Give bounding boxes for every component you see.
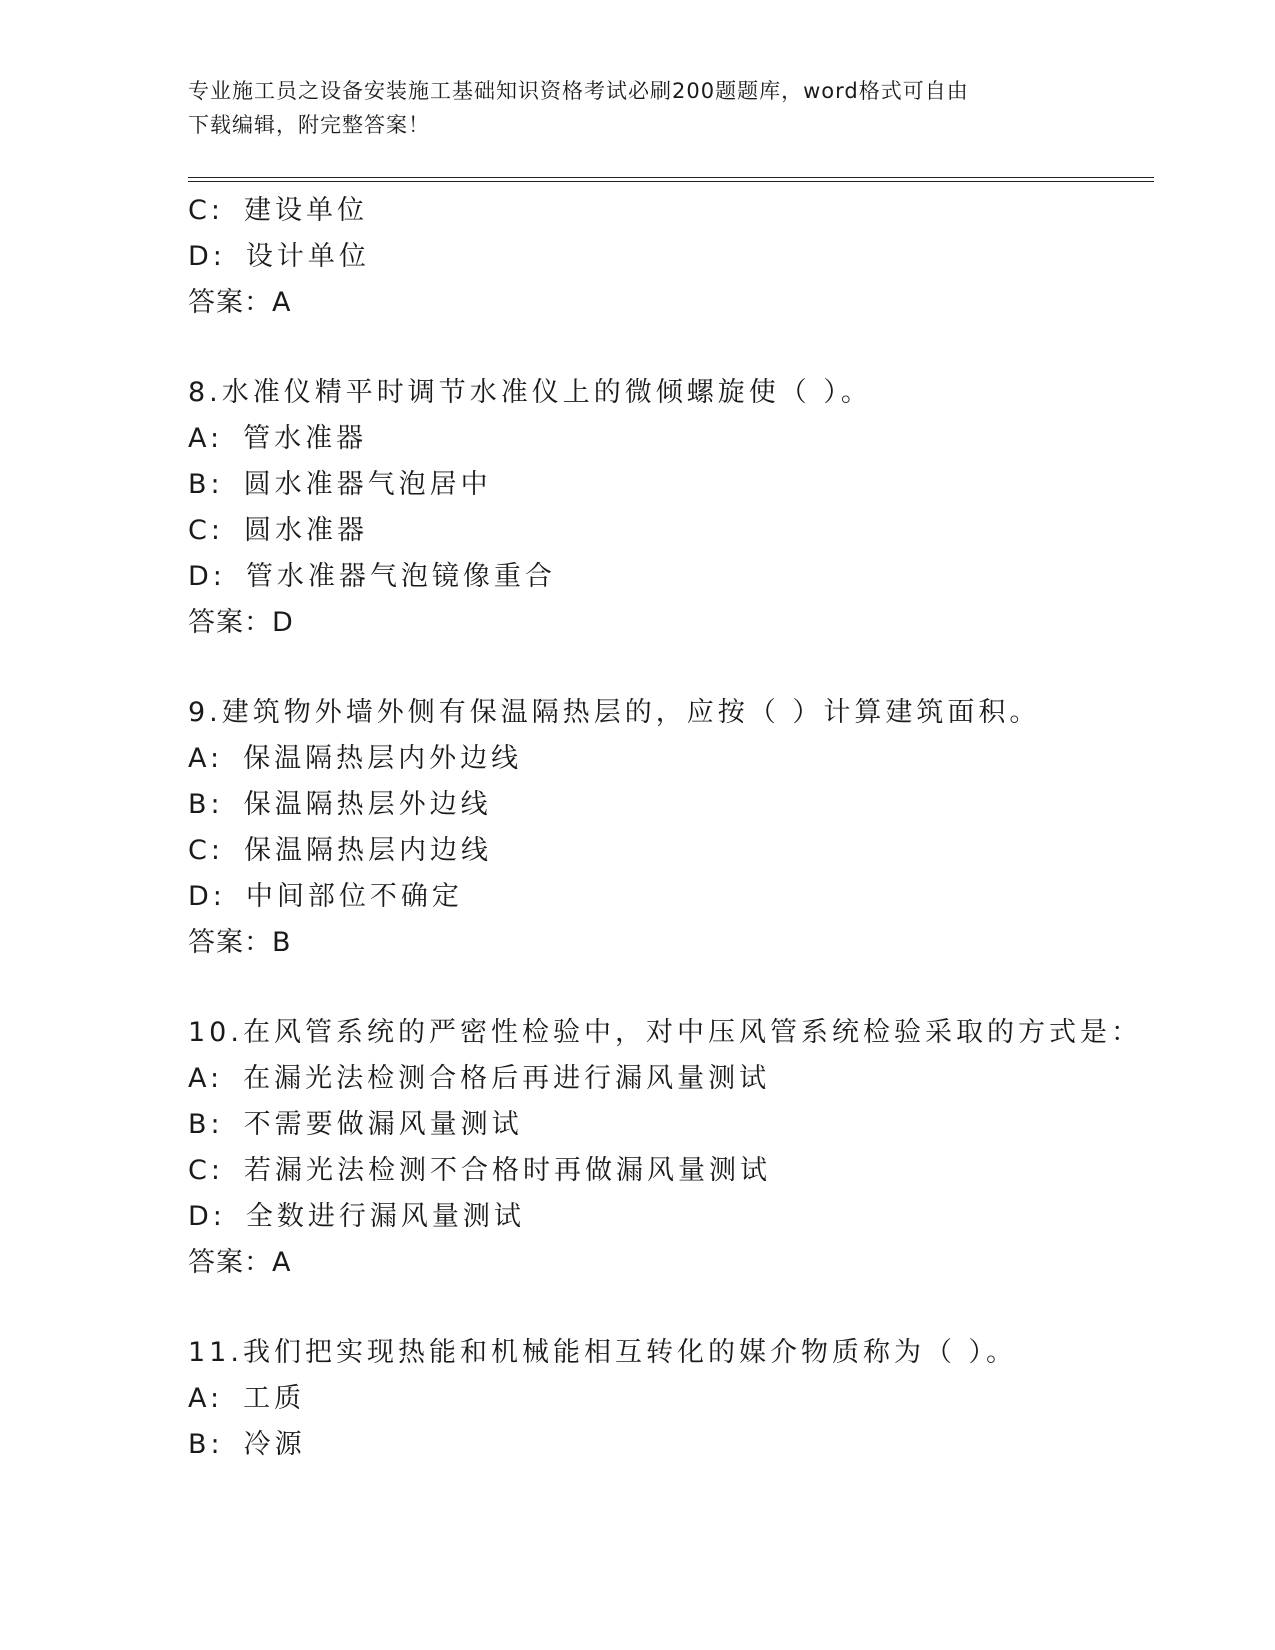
option-text: 建设单位	[243, 195, 368, 226]
question-8	[188, 370, 1148, 646]
answer-line: 答案：A	[188, 1247, 292, 1278]
option-key: A:	[188, 1383, 224, 1414]
option-b	[188, 462, 1148, 508]
option-a	[188, 1376, 1148, 1422]
option-text: 管水准器	[243, 423, 368, 454]
option-text: 冷源	[243, 1429, 306, 1460]
option-key: D:	[188, 1201, 226, 1232]
option-key: A:	[188, 423, 224, 454]
question-stem	[188, 1010, 1148, 1056]
option-d	[188, 874, 1148, 920]
answer-line: 答案：D	[188, 607, 294, 638]
option-b	[188, 1102, 1148, 1148]
answer-line: 答案：A	[188, 287, 292, 318]
option-text: 若漏光法检测不合格时再做漏风量测试	[243, 1155, 771, 1186]
option-text: 管水准器气泡镜像重合	[245, 561, 556, 592]
option-key: C:	[188, 515, 224, 546]
option-key: D:	[188, 561, 226, 592]
header-title-line-1: 专业施工员之设备安装施工基础知识资格考试必刷200题题库，word格式可自由	[188, 79, 969, 103]
option-key: C:	[188, 835, 224, 866]
question-stem	[188, 1330, 1148, 1376]
question-stem	[188, 690, 1148, 736]
question-10	[188, 1010, 1148, 1286]
option-d	[188, 554, 1148, 600]
option-key: C:	[188, 1155, 224, 1186]
question-partial	[188, 188, 1148, 326]
document-header	[188, 74, 1088, 142]
question-text: 建筑物外墙外侧有保温隔热层的，应按（ ）计算建筑面积。	[221, 697, 1041, 728]
option-key: D:	[188, 241, 226, 272]
option-c	[188, 508, 1148, 554]
option-key: B:	[188, 469, 224, 500]
question-number: 10.	[188, 1017, 243, 1048]
question-text: 水准仪精平时调节水准仪上的微倾螺旋使（ ）。	[221, 377, 872, 408]
option-text: 保温隔热层内外边线	[243, 743, 523, 774]
header-divider-top	[188, 177, 1154, 178]
option-text: 中间部位不确定	[245, 881, 463, 912]
question-text: 在风管系统的严密性检验中，对中压风管系统检验采取的方式是：	[242, 1017, 1142, 1048]
option-text: 全数进行漏风量测试	[245, 1201, 525, 1232]
option-key: D:	[188, 881, 226, 912]
option-key: B:	[188, 1429, 224, 1460]
option-text: 圆水准器	[243, 515, 368, 546]
option-c	[188, 1148, 1148, 1194]
question-number: 8.	[188, 377, 222, 408]
option-d	[188, 234, 1148, 280]
question-number: 11.	[188, 1337, 243, 1368]
question-list	[188, 188, 1148, 1468]
question-11	[188, 1330, 1148, 1468]
option-text: 工质	[243, 1383, 306, 1414]
option-a	[188, 416, 1148, 462]
option-b	[188, 1422, 1148, 1468]
option-b	[188, 782, 1148, 828]
option-a	[188, 736, 1148, 782]
question-9	[188, 690, 1148, 966]
option-text: 设计单位	[245, 241, 370, 272]
header-divider-bottom	[188, 181, 1154, 182]
option-text: 圆水准器气泡居中	[243, 469, 492, 500]
header-title-line-2: 下载编辑，附完整答案！	[188, 113, 430, 137]
option-key: B:	[188, 789, 224, 820]
option-d	[188, 1194, 1148, 1240]
option-key: B:	[188, 1109, 224, 1140]
option-a	[188, 1056, 1148, 1102]
option-c	[188, 188, 1148, 234]
option-c	[188, 828, 1148, 874]
option-text: 保温隔热层内边线	[243, 835, 492, 866]
option-key: C:	[188, 195, 224, 226]
option-key: A:	[188, 1063, 224, 1094]
question-stem	[188, 370, 1148, 416]
question-text: 我们把实现热能和机械能相互转化的媒介物质称为（ ）。	[242, 1337, 1018, 1368]
option-text: 在漏光法检测合格后再进行漏风量测试	[243, 1063, 771, 1094]
option-text: 不需要做漏风量测试	[243, 1109, 523, 1140]
option-text: 保温隔热层外边线	[243, 789, 492, 820]
answer-line: 答案：B	[188, 927, 292, 958]
option-key: A:	[188, 743, 224, 774]
question-number: 9.	[188, 697, 222, 728]
